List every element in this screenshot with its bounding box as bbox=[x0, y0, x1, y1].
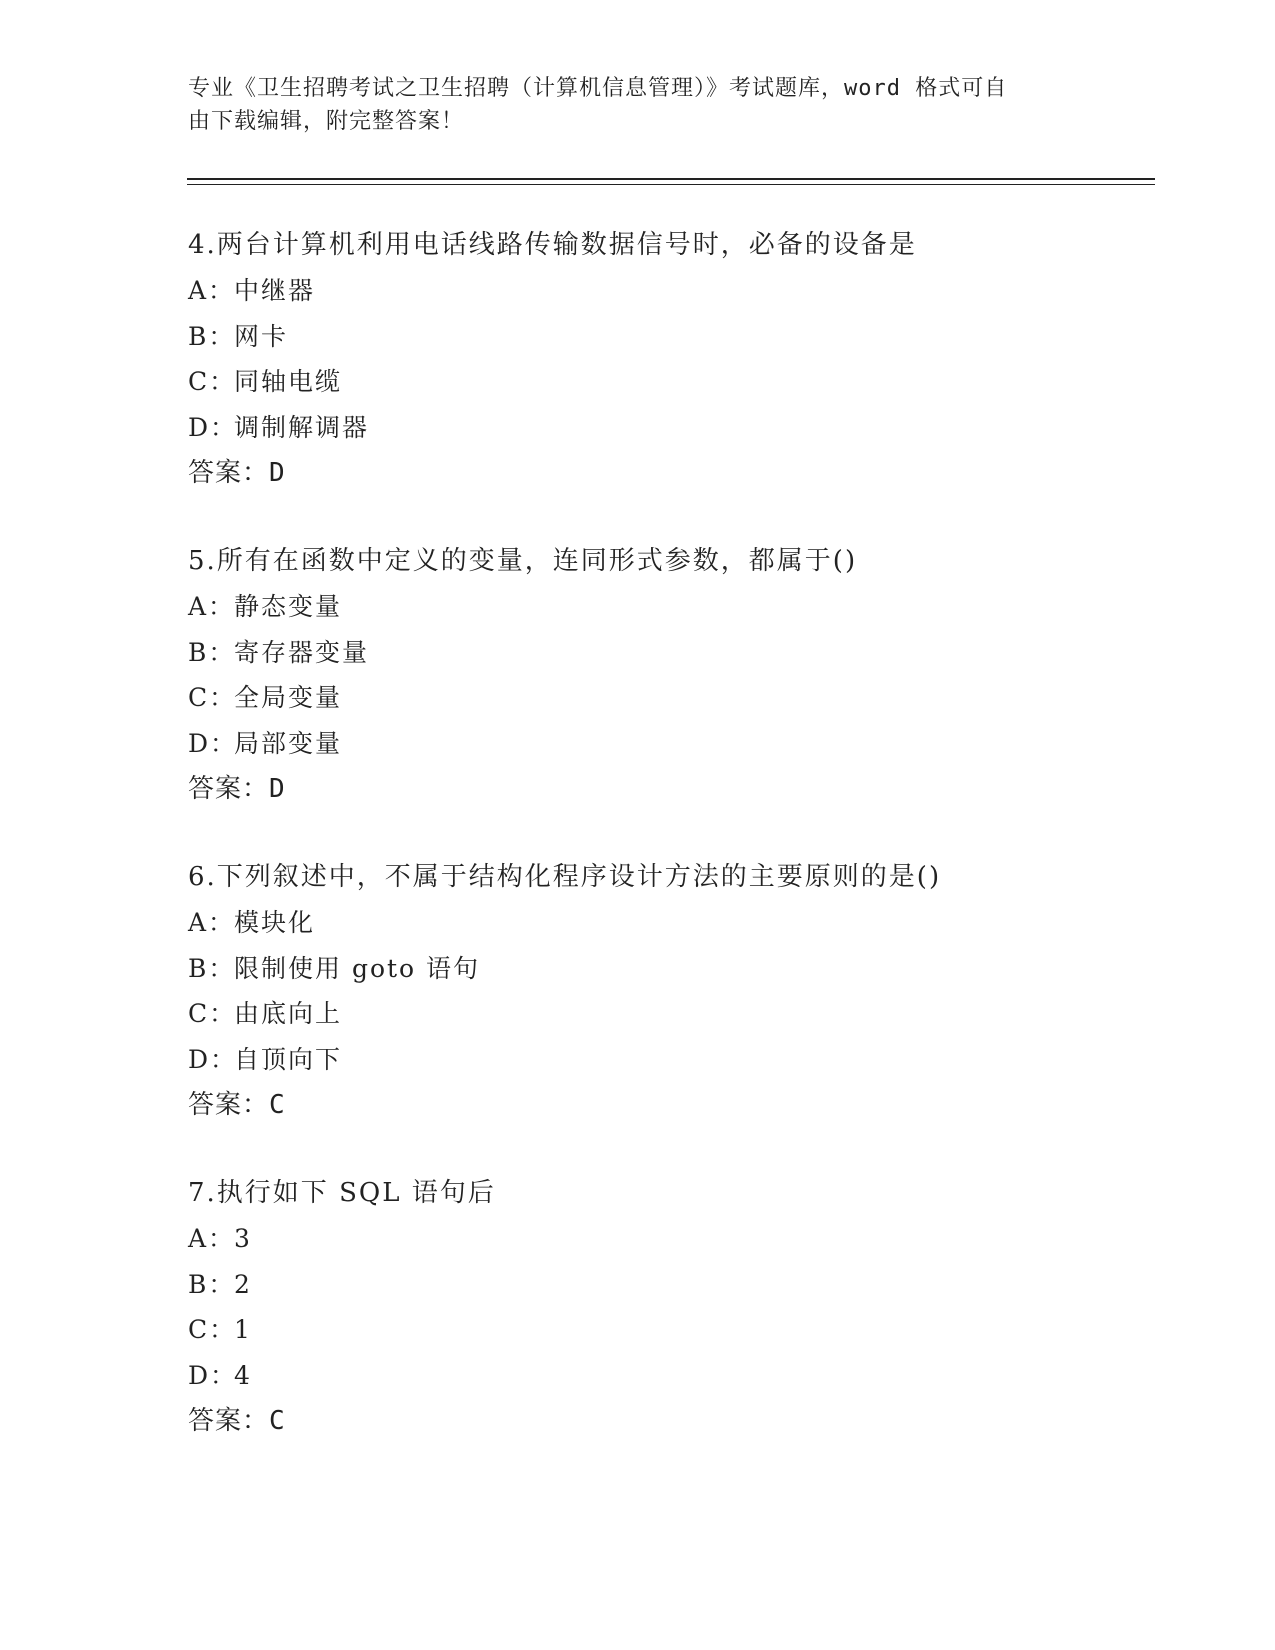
option-key: B： bbox=[188, 637, 236, 667]
option-text: 模块化 bbox=[234, 908, 316, 937]
option-a bbox=[188, 906, 1188, 952]
option-b bbox=[188, 320, 1188, 366]
option-b bbox=[188, 1268, 1188, 1314]
header-divider-thin bbox=[187, 184, 1155, 185]
option-text: 同轴电缆 bbox=[234, 367, 343, 396]
answer-line: 答案：D bbox=[188, 458, 286, 488]
option-b bbox=[188, 636, 1188, 682]
option-c bbox=[188, 997, 1188, 1043]
option-key: C： bbox=[188, 367, 237, 396]
option-a bbox=[188, 274, 1188, 320]
option-key: D： bbox=[188, 1360, 238, 1390]
option-key: B： bbox=[188, 953, 236, 983]
option-d bbox=[188, 1043, 1188, 1089]
option-key: C： bbox=[188, 1315, 237, 1344]
option-key: C： bbox=[188, 683, 237, 712]
option-d bbox=[188, 1359, 1188, 1405]
option-a bbox=[188, 590, 1188, 636]
option-c bbox=[188, 1313, 1188, 1359]
option-text: 限制使用 goto 语句 bbox=[234, 953, 481, 983]
option-key: A： bbox=[188, 276, 236, 305]
question-5 bbox=[188, 544, 1188, 806]
option-text: 4 bbox=[234, 1360, 252, 1390]
header-line-2: 由下载编辑，附完整答案！ bbox=[188, 109, 465, 134]
option-text: 2 bbox=[234, 1269, 252, 1299]
option-key: A： bbox=[188, 908, 236, 937]
answer-line: 答案：C bbox=[188, 1090, 286, 1120]
option-key: A： bbox=[188, 1224, 236, 1253]
option-d bbox=[188, 727, 1188, 773]
option-key: D： bbox=[188, 1044, 238, 1074]
option-a bbox=[188, 1222, 1188, 1268]
question-stem: 4.两台计算机利用电话线路传输数据信号时，必备的设备是 bbox=[188, 230, 917, 260]
option-c bbox=[188, 681, 1188, 727]
option-key: B： bbox=[188, 321, 236, 351]
option-text: 中继器 bbox=[234, 276, 316, 305]
question-6 bbox=[188, 860, 1188, 1122]
option-key: D： bbox=[188, 728, 238, 758]
answer-line: 答案：D bbox=[188, 774, 286, 804]
document-header bbox=[188, 72, 1088, 138]
question-stem: 5.所有在函数中定义的变量，连同形式参数，都属于() bbox=[188, 546, 858, 576]
option-key: B： bbox=[188, 1269, 236, 1299]
option-text: 3 bbox=[234, 1224, 252, 1253]
option-key: A： bbox=[188, 592, 236, 621]
option-text: 局部变量 bbox=[234, 728, 343, 758]
option-c bbox=[188, 365, 1188, 411]
header-divider-thick bbox=[187, 178, 1155, 180]
option-text: 由底向上 bbox=[234, 999, 343, 1028]
option-text: 调制解调器 bbox=[234, 412, 370, 442]
option-b bbox=[188, 952, 1188, 998]
option-text: 自顶向下 bbox=[234, 1044, 343, 1074]
option-d bbox=[188, 411, 1188, 457]
option-text: 寄存器变量 bbox=[234, 637, 370, 667]
answer-line: 答案：C bbox=[188, 1406, 286, 1436]
question-7 bbox=[188, 1176, 1188, 1438]
option-text: 网卡 bbox=[234, 321, 289, 351]
question-stem: 7.执行如下 SQL 语句后 bbox=[188, 1178, 496, 1208]
question-stem: 6.下列叙述中，不属于结构化程序设计方法的主要原则的是() bbox=[188, 862, 942, 892]
header-line-1: 专业《卫生招聘考试之卫生招聘（计算机信息管理）》考试题库，word 格式可自 bbox=[188, 76, 1008, 101]
option-text: 全局变量 bbox=[234, 683, 343, 712]
option-text: 静态变量 bbox=[234, 592, 343, 621]
option-key: C： bbox=[188, 999, 237, 1028]
option-key: D： bbox=[188, 412, 238, 442]
option-text: 1 bbox=[234, 1315, 252, 1344]
question-4 bbox=[188, 228, 1188, 490]
